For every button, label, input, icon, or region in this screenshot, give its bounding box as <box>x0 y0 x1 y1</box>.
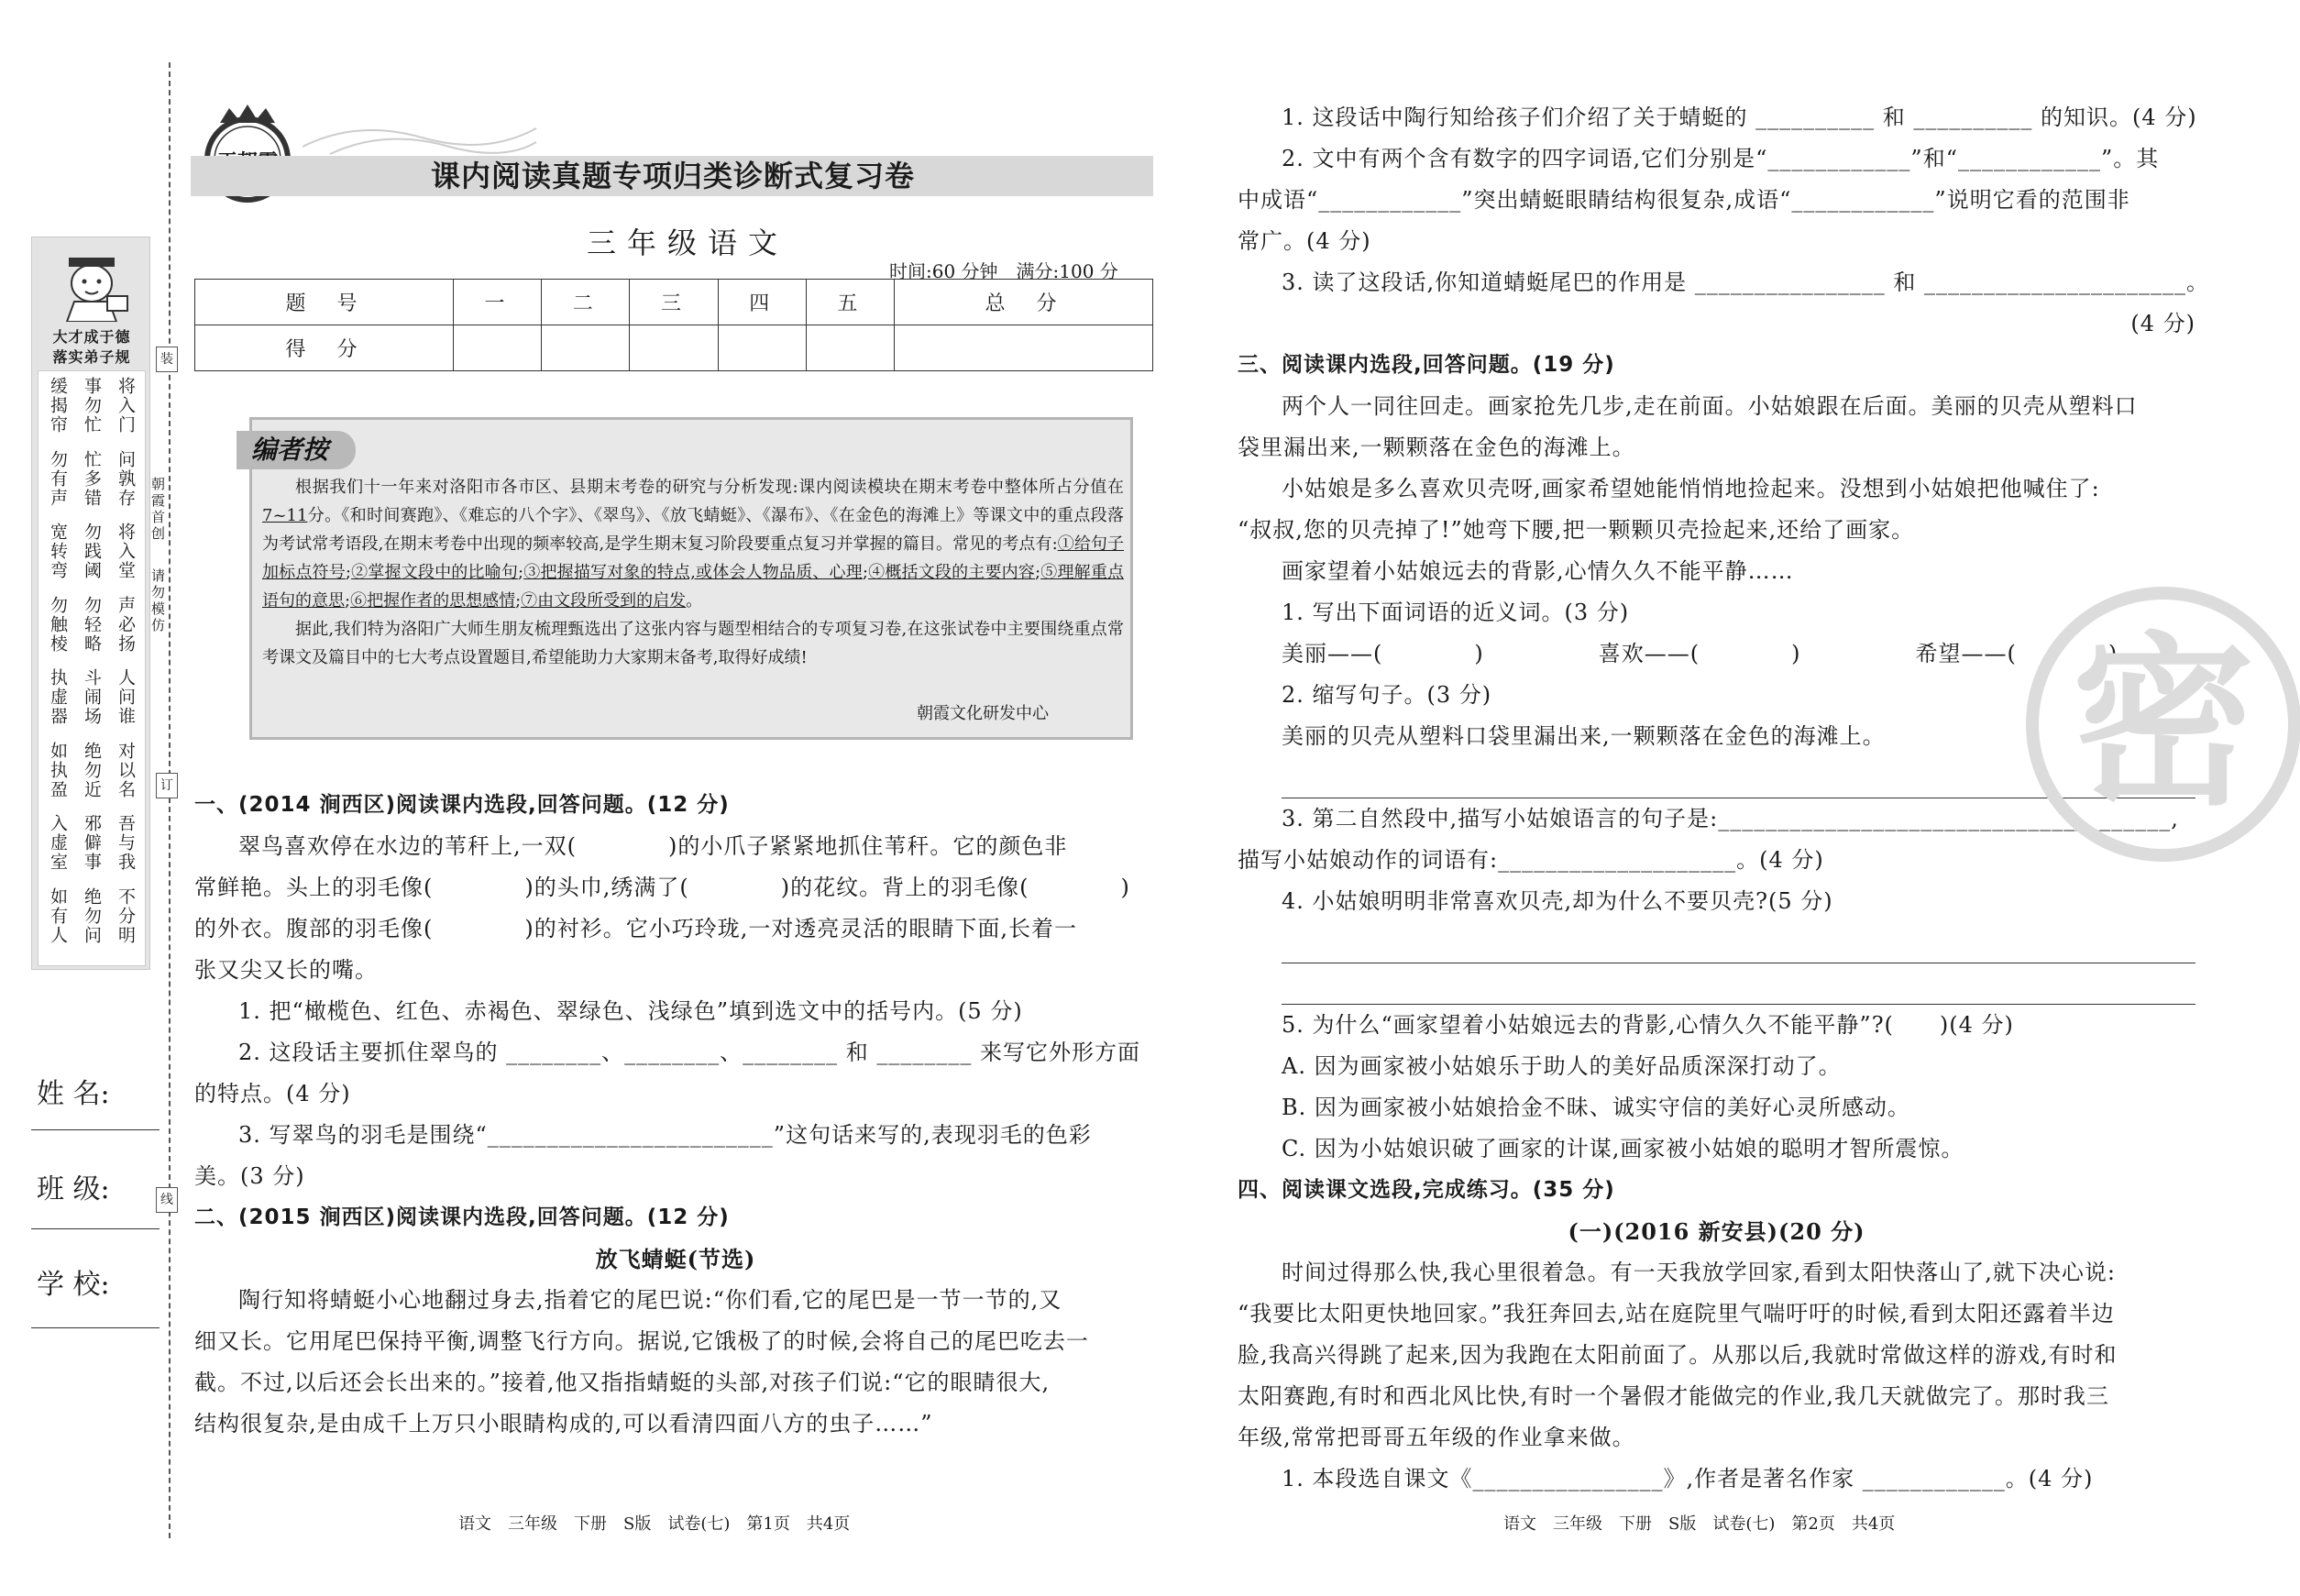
text-line: “叔叔,您的贝壳掉了!”她弯下腰,把一颗颗贝壳捡起来,还给了画家。 <box>1238 517 1915 543</box>
score-header-cell: 五 <box>806 280 894 325</box>
rule-column: 邪僻事 <box>82 814 102 872</box>
rule-column: 宽转弯 <box>48 523 68 580</box>
text-line: 放飞蜻蜓(节选) <box>595 1246 756 1272</box>
rule-column: 入虚室 <box>48 814 68 872</box>
score-table-header-row <box>195 280 1153 325</box>
class-label: 班 级: <box>37 1173 110 1205</box>
text-line: “我要比太阳更快地回家。”我狂奔回去,站在庭院里气喘吁吁的时候,看到太阳还露着半边 <box>1238 1301 2115 1326</box>
left-column-content <box>194 785 1157 1445</box>
score-header-cell: 三 <box>630 280 718 325</box>
dizigui-rules <box>38 370 146 966</box>
text-line: 2. 文中有两个含有数字的四字词语,它们分别是“____________”和“____________”。其 <box>1282 146 2160 171</box>
text-line: 1. 写出下面词语的近义词。(3 分) <box>1282 600 1630 625</box>
binding-tag-xian: 线 <box>156 1187 178 1213</box>
binding-dashed-line <box>169 62 171 1538</box>
rule-column: 勿有声 <box>48 449 68 508</box>
rule-column: 对以名 <box>116 741 136 799</box>
brand-vertical-text: 朝霞首创 <box>149 477 166 543</box>
text-line: 2. 这段话主要抓住翠鸟的 ________、________、________ 和 ________ 来写它外形方面 <box>238 1040 1141 1065</box>
text-line: 两个人一同往回走。画家抢先几步,走在前面。小姑娘跟在后面。美丽的贝壳从塑料口 <box>1282 393 2138 419</box>
text-line: 的特点。(4 分) <box>194 1081 351 1106</box>
text-line: 3. 读了这段话,你知道蜻蜓尾巴的作用是 ________________ 和 ______________________。 <box>1282 270 2210 295</box>
rule-column: 事勿忙 <box>82 377 102 435</box>
text-line: 美丽的贝壳从塑料口袋里漏出来,一颗颗落在金色的海滩上。 <box>1282 723 1886 749</box>
text-line: 陶行知将蜻蜓小心地翻过身去,指着它的尾巴说:“你们看,它的尾巴是一节一节的,又 <box>238 1287 1062 1313</box>
text-line: 翠鸟喜欢停在水边的苇秆上,一双( )的小爪子紧紧地抓住苇秆。它的颜色非 <box>238 833 1068 859</box>
school-field[interactable] <box>31 1327 160 1328</box>
editor-note-body <box>262 473 1124 672</box>
rule-column: 如执盈 <box>48 741 68 799</box>
rule-column: 执虚器 <box>48 668 68 726</box>
exam-point: ①给句子加标点符号 <box>262 534 1124 582</box>
text-line: 美丽——( ) 喜欢——( ) 希望——( ) <box>1282 641 2118 666</box>
name-field[interactable] <box>31 1129 160 1130</box>
secret-seal-watermark: 密 <box>2026 587 2300 862</box>
text-line: 1. 本段选自课文《________________》,作者是著名作家 ____________。(4 分) <box>1282 1466 2094 1491</box>
text-line: 截。不过,以后还会长出来的。”接着,他又指指蜻蜓的头部,对孩子们说:“它的眼睛很大, <box>194 1370 1051 1395</box>
score-input-cell[interactable] <box>630 325 718 371</box>
text-line: A. 因为画家被小姑娘乐于助人的美好品质深深打动了。 <box>1282 1053 1842 1079</box>
rule-column: 缓揭帘 <box>48 377 68 435</box>
text-line: 细又长。它用尾巴保持平衡,调整飞行方向。据说,它饿极了的时候,会将自己的尾巴吃去一 <box>194 1328 1089 1354</box>
section-heading: 四、阅读课文选段,完成练习。(35 分) <box>1238 1178 1615 1202</box>
rule-column: 将入门 <box>116 377 136 435</box>
text-line: 时间过得那么快,我心里很着急。有一天我放学回家,看到太阳快落山了,就下决心说: <box>1282 1260 2116 1285</box>
text-line: 张又尖又长的嘴。 <box>194 957 378 983</box>
text-line: 年级,常常把哥哥五年级的作业拿来做。 <box>1238 1425 1635 1450</box>
exam-point: ④概括文段的主要内容 <box>867 563 1035 582</box>
section-heading: 二、(2015 涧西区)阅读课内选段,回答问题。(12 分) <box>194 1205 730 1229</box>
text-line: 美。(3 分) <box>194 1163 305 1189</box>
rule-group <box>42 742 141 815</box>
score-header-cell: 一 <box>453 280 541 325</box>
school-label: 学 校: <box>37 1269 110 1301</box>
score-table-score-row <box>195 325 1153 371</box>
text-line: 常鲜艳。头上的羽毛像( )的头巾,绣满了( )的花纹。背上的羽毛像( ) <box>194 875 1130 900</box>
class-field[interactable] <box>31 1228 160 1229</box>
rule-column: 斗闹场 <box>82 668 102 726</box>
editor-note-paragraph-1 <box>262 473 1124 615</box>
score-input-cell[interactable] <box>453 325 541 371</box>
note-text: 根据我们十一年来对洛阳市各市区、县期末考卷的研究与分析发现:课内阅读模块在期末考卷中整体所占分值在 <box>295 478 1124 497</box>
answer-line[interactable] <box>1282 922 2195 963</box>
rule-group <box>42 523 141 596</box>
binding-tag-zhuang: 装 <box>156 347 178 372</box>
text-line: 脸,我高兴得跳了起来,因为我跑在太阳前面了。从那以后,我就时常做这样的游戏,有时和 <box>1238 1342 2118 1368</box>
text-line: 3. 第二自然段中,描写小姑娘语言的句子是:______________________________________, <box>1282 806 2179 831</box>
text-line: 小姑娘是多么喜欢贝壳呀,画家希望她能悄悄地捡起来。没想到小姑娘把他喊住了: <box>1282 476 2100 501</box>
rule-column: 勿践阈 <box>82 523 102 580</box>
note-text: 分。《和时间赛跑》、《难忘的八个字》、《翠鸟》、《放飞蜻蜓》、《瀑布》、《在金色的海滩上》等课文中的重点段落为考试常考语段,在期末考卷中出现的频率较高,是学生期末复习阶段要重点复习并掌握的篇目。常见的考点有: <box>262 506 1124 554</box>
exam-point: ⑤理解重点语句的意思 <box>262 563 1124 611</box>
text-line: 画家望着小姑娘远去的背影,心情久久不能平静…… <box>1282 558 1794 584</box>
text-line: 常广。(4 分) <box>1238 228 1371 254</box>
motto-line-2: 落实弟子规 <box>52 348 131 366</box>
time-and-score: 时间:60 分钟 满分:100 分 <box>889 260 1118 282</box>
rule-group <box>42 887 141 961</box>
rule-column: 人问谁 <box>116 668 136 726</box>
score-header-cell: 四 <box>718 280 806 325</box>
score-row-label: 得 分 <box>195 325 454 371</box>
paper-title: 课内阅读真题专项归类诊断式复习卷 <box>431 159 916 193</box>
text-line: (4 分) <box>2130 311 2195 336</box>
text-line: 2. 缩写句子。(3 分) <box>1282 682 1492 708</box>
text-line: 描写小姑娘动作的词语有:____________________。(4 分) <box>1238 847 1824 873</box>
rule-column: 勿触棱 <box>48 595 68 654</box>
rule-column: 不分明 <box>116 886 136 945</box>
rule-group <box>42 377 141 450</box>
footer-page-1: 语文 三年级 下册 S版 试卷(七) 第1页 共4页 <box>458 1514 851 1534</box>
score-input-cell[interactable] <box>542 325 630 371</box>
rule-column: 吾与我 <box>116 814 136 872</box>
rule-column: 绝勿近 <box>82 741 102 799</box>
sidebar-panel <box>31 237 150 970</box>
score-input-cell[interactable] <box>806 325 894 371</box>
section-heading: 一、(2014 涧西区)阅读课内选段,回答问题。(12 分) <box>194 793 730 817</box>
text-line: B. 因为画家被小姑娘拾金不昧、诚实守信的美好心灵所感动。 <box>1282 1095 1910 1120</box>
text-line: 袋里漏出来,一颗颗落在金色的海滩上。 <box>1238 435 1635 460</box>
exam-point: ⑥把握作者的思想感情 <box>350 591 516 611</box>
rule-column: 问孰存 <box>116 449 136 508</box>
text-line: 太阳赛跑,有时和西北风比快,有时一个暑假才能做完的作业,我几天就做完了。那时我三 <box>1238 1383 2109 1409</box>
binding-tag-ding: 订 <box>156 773 178 798</box>
motto-line-1: 大才成于德 <box>52 328 131 346</box>
score-table <box>194 279 1153 371</box>
note-score-range: 7~11 <box>262 506 308 525</box>
footer-page-2: 语文 三年级 下册 S版 试卷(七) 第2页 共4页 <box>1503 1514 1896 1534</box>
text-line: 结构很复杂,是由成千上万只小眼睛构成的,可以看清四面八方的虫子……” <box>194 1411 933 1436</box>
text-line: 5. 为什么“画家望着小姑娘远去的背影,心情久久不能平静”?( )(4 分) <box>1282 1012 2014 1038</box>
answer-line[interactable] <box>1282 963 2195 1005</box>
note-points: ①给句子加标点符号;②掌握文段中的比喻句;③把握描写对象的特点,或体会人物品质、心理;④概括文段的主要内容;⑤理解重点语句的意思;⑥把握作者的思想感情;⑦由文段所受到的启发。 <box>262 534 1124 611</box>
text-line: 1. 把“橄榄色、红色、赤褐色、翠绿色、浅绿色”填到选文中的括号内。(5 分) <box>238 998 1023 1024</box>
scholar-mascot-icon <box>49 248 135 322</box>
text-line: 的外衣。腹部的羽毛像( )的衬衫。它小巧玲珑,一对透亮灵活的眼睛下面,长着一 <box>194 916 1077 941</box>
score-input-cell[interactable] <box>718 325 806 371</box>
rule-group <box>42 814 141 887</box>
score-header-cell: 题 号 <box>195 280 454 325</box>
score-header-cell: 二 <box>542 280 630 325</box>
rule-column: 如有人 <box>48 886 68 945</box>
score-header-cell: 总 分 <box>895 280 1153 325</box>
rule-column: 忙多错 <box>82 449 102 508</box>
rule-column: 声必扬 <box>116 595 136 654</box>
rule-group <box>42 450 141 523</box>
text-line: C. 因为小姑娘识破了画家的计谋,画家被小姑娘的聪明才智所震惊。 <box>1282 1136 1964 1161</box>
editor-note-signature: 朝霞文化研发中心 <box>917 704 1049 723</box>
copyright-vertical-text: 请勿模仿 <box>149 568 166 634</box>
text-line: 中成语“____________”突出蜻蜓眼睛结构很复杂,成语“____________”说明它看的范围非 <box>1238 187 2130 213</box>
text-line: (一)(2016 新安县)(20 分) <box>1568 1218 1865 1245</box>
rule-column: 将入堂 <box>116 523 136 580</box>
rule-group <box>42 668 141 742</box>
exam-point: ⑦由文段所受到的启发 <box>521 591 687 611</box>
text-line: 4. 小姑娘明明非常喜欢贝壳,却为什么不要贝壳?(5 分) <box>1282 888 1833 914</box>
text-line: 1. 这段话中陶行知给孩子们介绍了关于蜻蜓的 __________ 和 __________ 的知识。(4 分) <box>1282 105 2197 130</box>
editor-note-paragraph-2: 据此,我们特为洛阳广大师生朋友梳理甄选出了这张内容与题型相结合的专项复习卷,在这张试卷中主要围绕重点常考课文及篇目中的七大考点设置题目,希望能助力大家期末备考,取得好成绩! <box>262 620 1124 667</box>
rule-group <box>42 596 141 669</box>
editor-note-tag: 编者按 <box>237 431 356 469</box>
name-label: 姓 名: <box>37 1078 110 1110</box>
exam-point: ③把握描写对象的特点,或体会人物品质、心理 <box>523 563 863 582</box>
exam-point: ②掌握文段中的比喻句 <box>351 563 519 582</box>
rule-column: 勿轻略 <box>82 595 102 654</box>
subject-title: 三年级语文 <box>587 226 789 260</box>
rule-column: 绝勿问 <box>82 886 102 945</box>
text-line: 3. 写翠鸟的羽毛是围绕“________________________”这句话来写的,表现羽毛的色彩 <box>238 1122 1092 1148</box>
section-heading: 三、阅读课内选段,回答问题。(19 分) <box>1238 353 1615 377</box>
score-input-cell[interactable] <box>895 325 1153 371</box>
